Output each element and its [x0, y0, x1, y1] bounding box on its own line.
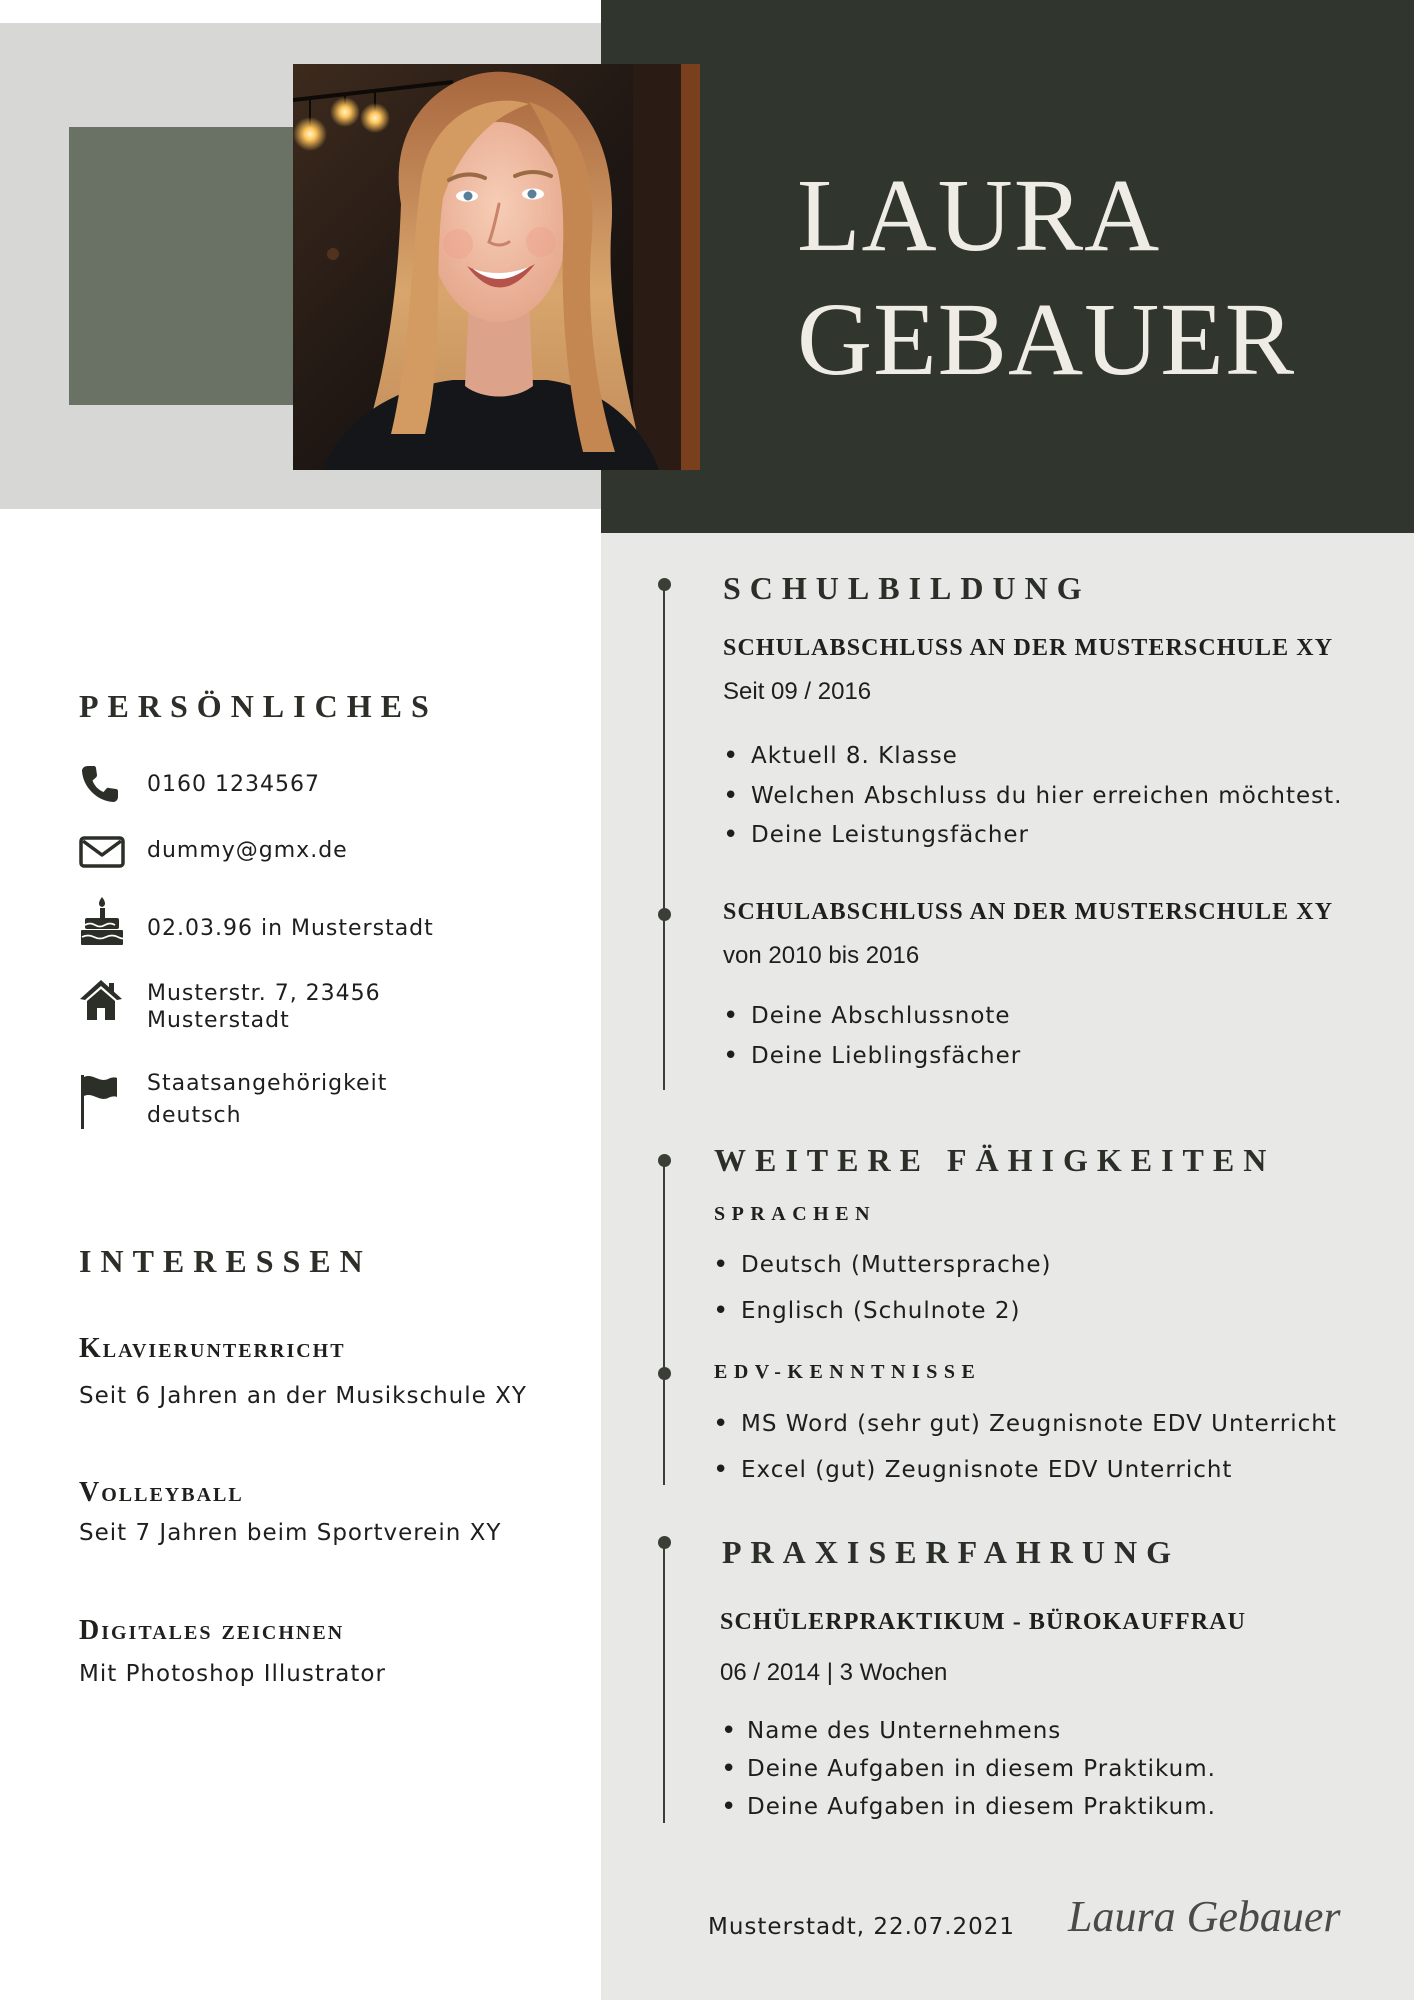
address-street: Musterstr. 7, 23456	[147, 981, 381, 1006]
languages-list	[713, 1242, 1052, 1334]
interests-heading: INTERESSEN	[79, 1243, 372, 1279]
portrait-photo	[293, 64, 700, 470]
list-item: • Deine Lieblingsfächer	[723, 1036, 1021, 1076]
it-skills-list	[713, 1401, 1337, 1493]
interest-detail: Seit 7 Jahren beim Sportverein XY	[79, 1520, 502, 1546]
accent-rectangle	[69, 127, 293, 405]
timeline-dot	[658, 578, 671, 591]
list-item: • Deine Leistungsfächer	[723, 816, 1343, 856]
nationality-value: deutsch	[147, 1103, 242, 1128]
experience-heading: PRAXISERFAHRUNG	[722, 1534, 1180, 1570]
education-heading: SCHULBILDUNG	[723, 570, 1091, 606]
interest-detail: Seit 6 Jahren an der Musikschule XY	[79, 1383, 527, 1409]
timeline-dot	[658, 1154, 671, 1167]
timeline-dot	[658, 1536, 671, 1549]
interest-title: Volleyball	[79, 1477, 244, 1508]
education-entry-bullets	[723, 996, 1021, 1076]
experience-entry-period: 06 / 2014 | 3 Wochen	[720, 1659, 948, 1686]
it-skills-heading: EDV-KENNTNISSE	[714, 1361, 982, 1383]
first-name: LAURA	[797, 158, 1161, 273]
timeline-dot	[658, 908, 671, 921]
experience-entry-bullets	[721, 1712, 1216, 1826]
email-address: dummy@gmx.de	[147, 838, 348, 863]
list-item: • Excel (gut) Zeugnisnote EDV Unterricht	[713, 1447, 1337, 1493]
phone-number: 0160 1234567	[147, 772, 320, 797]
list-item: • Deine Aufgaben in diesem Praktikum.	[721, 1788, 1216, 1826]
phone-icon	[79, 763, 121, 805]
timeline-line-education	[663, 584, 665, 1090]
list-item: • Englisch (Schulnote 2)	[713, 1288, 1052, 1334]
list-item: • Name des Unternehmens	[721, 1712, 1216, 1750]
interest-title: Digitales zeichnen	[79, 1615, 345, 1646]
timeline-dot	[658, 1367, 671, 1380]
signature: Laura Gebauer	[1068, 1892, 1341, 1941]
list-item: • Deutsch (Muttersprache)	[713, 1242, 1052, 1288]
experience-entry-title: SCHÜLERPRAKTIKUM - BÜROKAUFFRAU	[720, 1609, 1247, 1635]
education-entry-title: SCHULABSCHLUSS AN DER MUSTERSCHULE XY	[723, 899, 1334, 925]
address	[147, 980, 381, 1034]
last-name: GEBAUER	[797, 282, 1296, 397]
education-entry-title: SCHULABSCHLUSS AN DER MUSTERSCHULE XY	[723, 635, 1334, 661]
timeline-line-experience	[663, 1542, 665, 1823]
education-entry-bullets	[723, 737, 1343, 856]
interest-detail: Mit Photoshop Illustrator	[79, 1661, 386, 1687]
list-item: • Deine Aufgaben in diesem Praktikum.	[721, 1750, 1216, 1788]
list-item: • Welchen Abschluss du hier erreichen möchtest.	[723, 777, 1343, 817]
education-entry-period: Seit 09 / 2016	[723, 678, 872, 705]
envelope-icon	[79, 836, 125, 868]
personal-heading: PERSÖNLICHES	[79, 688, 438, 724]
interest-title: Klavierunterricht	[79, 1333, 346, 1364]
skills-heading: WEITERE FÄHIGKEITEN	[714, 1142, 1276, 1178]
birth-date-place: 02.03.96 in Musterstadt	[147, 916, 434, 941]
address-city: Musterstadt	[147, 1008, 290, 1033]
house-icon	[79, 979, 123, 1021]
list-item: • MS Word (sehr gut) Zeugnisnote EDV Unterricht	[713, 1401, 1337, 1447]
list-item: • Deine Abschlussnote	[723, 996, 1021, 1036]
list-item: • Aktuell 8. Klasse	[723, 737, 1343, 777]
timeline-line-skills	[663, 1160, 665, 1485]
place-and-date: Musterstadt, 22.07.2021	[708, 1914, 1016, 1940]
birthday-cake-icon	[79, 896, 125, 946]
nationality-label: Staatsangehörigkeit	[147, 1071, 388, 1096]
nationality	[147, 1068, 387, 1132]
languages-heading: SPRACHEN	[714, 1203, 877, 1225]
education-entry-period: von 2010 bis 2016	[723, 942, 920, 969]
flag-icon	[79, 1073, 119, 1129]
